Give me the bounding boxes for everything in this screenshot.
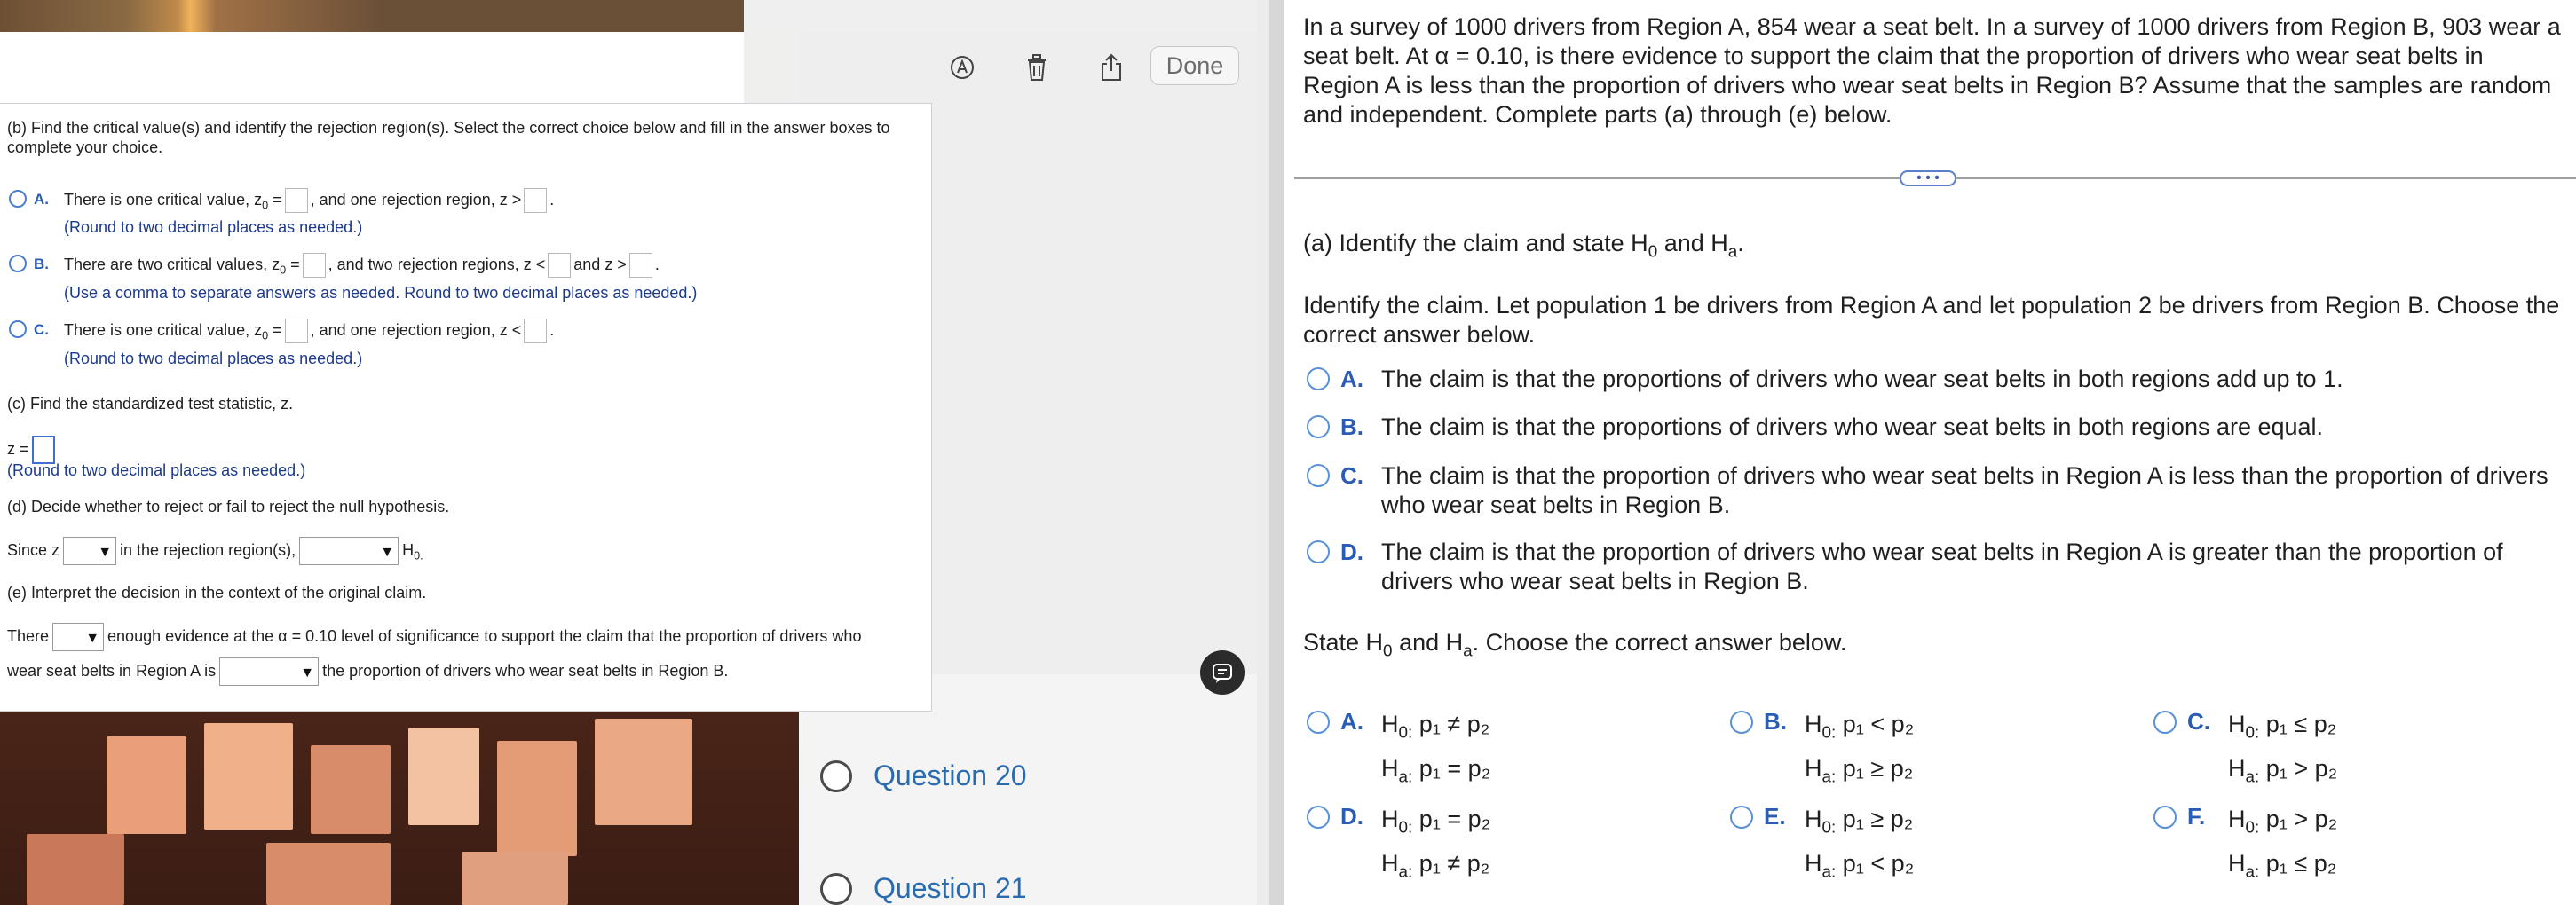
photo-note xyxy=(27,834,124,905)
part-a-heading xyxy=(1303,229,1744,266)
option-text: . xyxy=(654,255,660,273)
reject-dropdown[interactable] xyxy=(299,537,399,565)
part-e-text: enough evidence at the α = 0.10 level of significance to support the claim that the proportion of drivers who xyxy=(107,626,862,645)
photo-note xyxy=(266,843,391,905)
rejection-region-lower-input[interactable] xyxy=(548,253,571,278)
claim-option-c-text: The claim is that the proportion of drivers who wear seat belts in Region A is less than the proportion of drivers who wear seat belts in Region B. xyxy=(1381,462,2548,518)
part-e-text: There xyxy=(7,626,50,645)
alternative-hypothesis: p₁ ≥ p₂ xyxy=(1842,755,1914,783)
subscript: a xyxy=(1727,242,1738,262)
h-letter: H xyxy=(1381,806,1399,832)
option-letter: C. xyxy=(34,321,49,338)
part-c-hint: (Round to two decimal places as needed.) xyxy=(7,461,306,479)
part-b-prompt: (b) Find the critical value(s) and identify the rejection region(s). Select the correct choice below and fill in the answer boxes to complete your choice. xyxy=(7,119,890,156)
option-letter: D. xyxy=(1340,803,1363,830)
part-d-text: Since z xyxy=(7,540,60,559)
option-letter: C. xyxy=(2187,708,2210,735)
claim-option-a-text: The claim is that the proportions of drivers who wear seat belts in both regions add up to 1. xyxy=(1381,366,2343,392)
claim-option-c-radio[interactable] xyxy=(1307,464,1330,487)
subscript: a: xyxy=(1821,862,1837,882)
markup-icon[interactable] xyxy=(944,50,980,85)
option-text: and z > xyxy=(573,255,627,273)
prompt-text: . Choose the correct answer below. xyxy=(1472,629,1847,656)
subscript: a: xyxy=(2245,862,2260,882)
option-letter: B. xyxy=(1764,708,1787,735)
subscript: 0: xyxy=(1821,723,1837,743)
alternative-hypothesis: p₁ = p₂ xyxy=(1418,755,1491,783)
question-item-20[interactable] xyxy=(820,759,1027,792)
prompt-text: and H xyxy=(1399,629,1464,656)
option-text: = xyxy=(273,320,282,339)
share-icon[interactable] xyxy=(1094,50,1129,85)
claim-option-a-radio[interactable] xyxy=(1307,367,1330,390)
claim-prompt: Identify the claim. Let population 1 be drivers from Region A and let population 2 be drivers from Region B. Choose the correct answer below. xyxy=(1303,292,2560,348)
photo-note xyxy=(462,852,568,905)
hypothesis-option-e-text xyxy=(1805,801,1914,891)
claim-option-d-text: The claim is that the proportion of drivers who wear seat belts in Region A is greater than the proportion of drivers who wear seat belts in Region B. xyxy=(1381,539,2503,594)
null-hypothesis: p₁ > p₂ xyxy=(2265,806,2338,832)
part-d-answer-row xyxy=(7,537,423,565)
h-letter: H xyxy=(2228,806,2246,832)
option-text: = xyxy=(273,190,282,209)
background-photo xyxy=(0,710,799,905)
part-b-option-c-text xyxy=(64,319,554,345)
part-e-prompt: (e) Interpret the decision in the context of the original claim. xyxy=(7,584,427,602)
option-letter: E. xyxy=(1764,803,1786,830)
photo-note xyxy=(311,745,391,834)
subscript: 0 xyxy=(262,199,269,212)
hypothesis-option-f-text xyxy=(2228,801,2337,891)
option-text: . xyxy=(549,190,555,209)
heading-text: and H xyxy=(1663,230,1728,256)
question-radio[interactable] xyxy=(820,873,852,905)
null-hypothesis: p₁ = p₂ xyxy=(1418,806,1491,832)
chat-button[interactable] xyxy=(1200,650,1245,695)
part-d-prompt: (d) Decide whether to reject or fail to reject the null hypothesis. xyxy=(7,498,450,515)
subscript: a: xyxy=(2245,767,2260,787)
alternative-hypothesis: p₁ > p₂ xyxy=(2265,755,2338,783)
subscript: a: xyxy=(1398,767,1413,787)
z-label: z = xyxy=(7,439,29,458)
comparison-dropdown[interactable] xyxy=(219,657,319,686)
hypothesis-option-a-radio[interactable] xyxy=(1307,711,1330,734)
h-letter: H xyxy=(1381,850,1399,877)
null-hypothesis: p₁ ≥ p₂ xyxy=(1842,806,1914,832)
rejection-region-input[interactable] xyxy=(524,188,547,213)
pane-divider xyxy=(1257,0,1269,905)
question-radio[interactable] xyxy=(820,760,852,792)
part-d-text: in the rejection region(s), xyxy=(120,540,296,559)
option-text: = xyxy=(290,255,300,273)
prompt-text: State H xyxy=(1303,629,1384,656)
option-text: , and one rejection region, z > xyxy=(310,190,522,209)
part-b-option-b-radio[interactable] xyxy=(9,255,27,272)
option-c-hint: (Round to two decimal places as needed.) xyxy=(64,350,363,367)
hypothesis-option-a-text xyxy=(1381,706,1490,796)
hypothesis-option-c-text xyxy=(2228,706,2337,796)
alternative-hypothesis: p₁ < p₂ xyxy=(1842,850,1915,877)
option-text: . xyxy=(549,320,555,339)
h-letter: H xyxy=(1805,755,1822,783)
part-b-option-a-text xyxy=(64,188,554,215)
chat-icon xyxy=(1210,660,1235,685)
is-is-not-dropdown[interactable] xyxy=(52,623,104,651)
chevron-down-icon: ▼ xyxy=(300,665,315,681)
null-hypothesis: p₁ ≤ p₂ xyxy=(2265,711,2337,737)
part-c-prompt: (c) Find the standardized test statistic, z. xyxy=(7,395,294,413)
question-label: Question 21 xyxy=(873,872,1027,904)
chevron-down-icon: ▼ xyxy=(380,545,395,560)
part-e-text: wear seat belts in Region A is xyxy=(7,661,217,680)
claim-option-b-text: The claim is that the proportions of drivers who wear seat belts in both regions are equal. xyxy=(1381,413,2324,440)
part-e-answer-row-1 xyxy=(7,623,861,651)
subscript: 0: xyxy=(1821,818,1837,838)
answer-panel xyxy=(0,103,932,712)
critical-value-input[interactable] xyxy=(285,188,308,213)
hypothesis-option-c-radio[interactable] xyxy=(2153,711,2177,734)
option-letter: F. xyxy=(2187,803,2206,830)
chevron-down-icon: ▼ xyxy=(85,631,100,646)
subscript: a xyxy=(1463,641,1473,661)
alternative-hypothesis: p₁ ≠ p₂ xyxy=(1418,850,1490,877)
option-letter: B. xyxy=(34,256,49,272)
h-letter: H xyxy=(2228,755,2246,783)
trash-icon[interactable] xyxy=(1019,50,1055,85)
done-button[interactable]: Done xyxy=(1150,46,1239,85)
heading-text: . xyxy=(1737,230,1744,256)
question-label: Question 20 xyxy=(873,759,1027,791)
hypothesis-option-f-radio[interactable] xyxy=(2153,806,2177,829)
part-e-text: the proportion of drivers who wear seat belts in Region B. xyxy=(322,661,729,680)
part-b-option-c-radio[interactable] xyxy=(9,320,27,338)
subscript: 0: xyxy=(2245,818,2260,838)
null-hypothesis: p₁ < p₂ xyxy=(1842,711,1915,737)
photo-note xyxy=(595,719,692,825)
critical-value-input[interactable] xyxy=(285,319,308,343)
claim-option-d-radio[interactable] xyxy=(1307,540,1330,563)
h-letter: H xyxy=(2228,850,2246,877)
state-hypotheses-prompt xyxy=(1303,628,1846,665)
photo-note xyxy=(204,723,293,830)
heading-text: (a) Identify the claim and state H xyxy=(1303,230,1648,256)
h-letter: H xyxy=(1381,755,1399,783)
photo-note xyxy=(497,741,577,856)
subscript: a: xyxy=(1821,767,1837,787)
option-text: There are two critical values, z xyxy=(64,255,281,273)
photo-note xyxy=(107,736,186,834)
hypothesis-option-b-text xyxy=(1805,706,1914,796)
option-text: , and two rejection regions, z < xyxy=(328,255,546,273)
rejection-region-upper-input[interactable] xyxy=(629,253,652,278)
question-intro: In a survey of 1000 drivers from Region A, 854 wear a seat belt. In a survey of 1000 drivers from Region B, 903 wear a seat belt. At α = 0.10, is there evidence to support the claim that the proportion of drivers who wear seat belts in Region A is less than the proportion of drivers who wear seat belts in Region B? Assume that the samples are random and independent. Complete parts (a) through (e) below. xyxy=(1303,13,2561,128)
subscript: 0: xyxy=(1398,723,1413,743)
h-letter: H xyxy=(1805,711,1822,737)
hypothesis-option-d-text xyxy=(1381,801,1490,891)
part-e-answer-row-2 xyxy=(7,657,728,686)
option-letter: D. xyxy=(1340,539,1363,565)
pane-divider xyxy=(1269,0,1284,905)
subscript: 0 xyxy=(280,264,287,277)
subscript: 0 xyxy=(1648,242,1658,262)
critical-value-input[interactable] xyxy=(303,253,326,278)
option-letter: C. xyxy=(1340,462,1363,489)
part-b-option-b-text xyxy=(64,253,660,279)
chevron-down-icon: ▼ xyxy=(98,545,113,560)
h-letter: H xyxy=(1805,850,1822,877)
option-a-hint: (Round to two decimal places as needed.) xyxy=(64,218,363,236)
null-hypothesis: p₁ ≠ p₂ xyxy=(1418,711,1490,737)
option-letter: A. xyxy=(1340,708,1363,735)
hypothesis-option-e-radio[interactable] xyxy=(1730,806,1753,829)
subscript: 0 xyxy=(1383,641,1393,661)
option-letter: B. xyxy=(1340,413,1363,440)
subscript: 0: xyxy=(2245,723,2260,743)
alternative-hypothesis: p₁ ≤ p₂ xyxy=(2265,850,2337,877)
rejection-region-input[interactable] xyxy=(524,319,547,343)
option-b-hint: (Use a comma to separate answers as needed. Round to two decimal places as needed.) xyxy=(64,284,698,302)
part-d-text: H xyxy=(402,540,415,559)
option-text: , and one rejection region, z < xyxy=(310,320,522,339)
h-letter: H xyxy=(2228,711,2246,737)
claim-option-b-radio[interactable] xyxy=(1307,415,1330,438)
question-item-21[interactable] xyxy=(820,872,1027,905)
subscript: 0 xyxy=(262,329,269,342)
subscript: a: xyxy=(1398,862,1413,882)
option-text: There is one critical value, z xyxy=(64,320,263,339)
is-in-dropdown[interactable] xyxy=(63,537,116,565)
h-letter: H xyxy=(1805,806,1822,832)
subscript: 0: xyxy=(1398,818,1413,838)
hypothesis-option-d-radio[interactable] xyxy=(1307,806,1330,829)
part-b-option-a-radio[interactable] xyxy=(9,190,27,208)
option-text: There is one critical value, z xyxy=(64,190,263,209)
expand-more-button[interactable]: • • • xyxy=(1900,170,1956,186)
photo-note xyxy=(408,728,479,825)
option-letter: A. xyxy=(34,191,49,208)
option-letter: A. xyxy=(1340,366,1363,392)
subscript: 0. xyxy=(414,549,423,563)
h-letter: H xyxy=(1381,711,1399,737)
hypothesis-option-b-radio[interactable] xyxy=(1730,711,1753,734)
